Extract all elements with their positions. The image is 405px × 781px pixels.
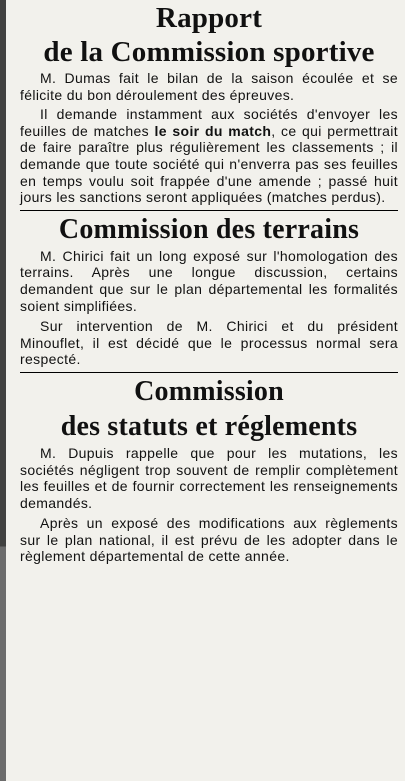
- section-title-commission: Commission: [134, 375, 284, 407]
- title-line-1: Rapport: [155, 2, 263, 34]
- section-title-statuts: des statuts et réglements: [60, 410, 358, 442]
- page-edge-bar: [0, 0, 6, 781]
- paragraph-intervention: Sur intervention de M. Chirici et du président Minouflet, il est décidé que le processus normal sera respecté.: [20, 318, 398, 368]
- paragraph-bilan: M. Dumas fait le bilan de la saison écoulée et se félicite du bon déroulement des épreuves.: [20, 70, 398, 103]
- section-divider: [20, 372, 398, 373]
- section-title-terrains: Commission des terrains: [58, 213, 360, 245]
- paragraph-homologation: M. Chirici fait un long exposé sur l'homologation des terrains. Après une longue discussion, certains demandent que sur le plan départemental les formalités soient simplifiées.: [20, 247, 398, 314]
- paragraph-feuilles: [20, 106, 398, 206]
- emphasis-soir-du-match: le soir du match: [154, 122, 272, 139]
- paragraph-reglements: Après un exposé des modifications aux règlements sur le plan national, il est prévu de les adopter dans le règlement départemental de cette année.: [20, 515, 398, 565]
- paragraph-feuilles-start: Il demande instamment aux sociétés d'envoyer les feuilles de matches: [20, 106, 398, 139]
- section-divider: [20, 210, 398, 211]
- paragraph-feuilles-end: , ce qui permettrait de faire paraître plus régulièrement les classements ; il demande que toute société qui n'enverra pas ses feuilles en temps voulu soit frappée d'une amende ; passé huit jours les sanctions seront appliquées (matches perdus).: [20, 122, 399, 206]
- article-column: [20, 0, 398, 565]
- paragraph-mutations: M. Dupuis rappelle que pour les mutations, les sociétés négligent trop souvent de remplir complètement les feuilles et de fournir correctement les renseignements demandés.: [20, 444, 398, 511]
- title-line-2: de la Commission sportive: [43, 36, 375, 68]
